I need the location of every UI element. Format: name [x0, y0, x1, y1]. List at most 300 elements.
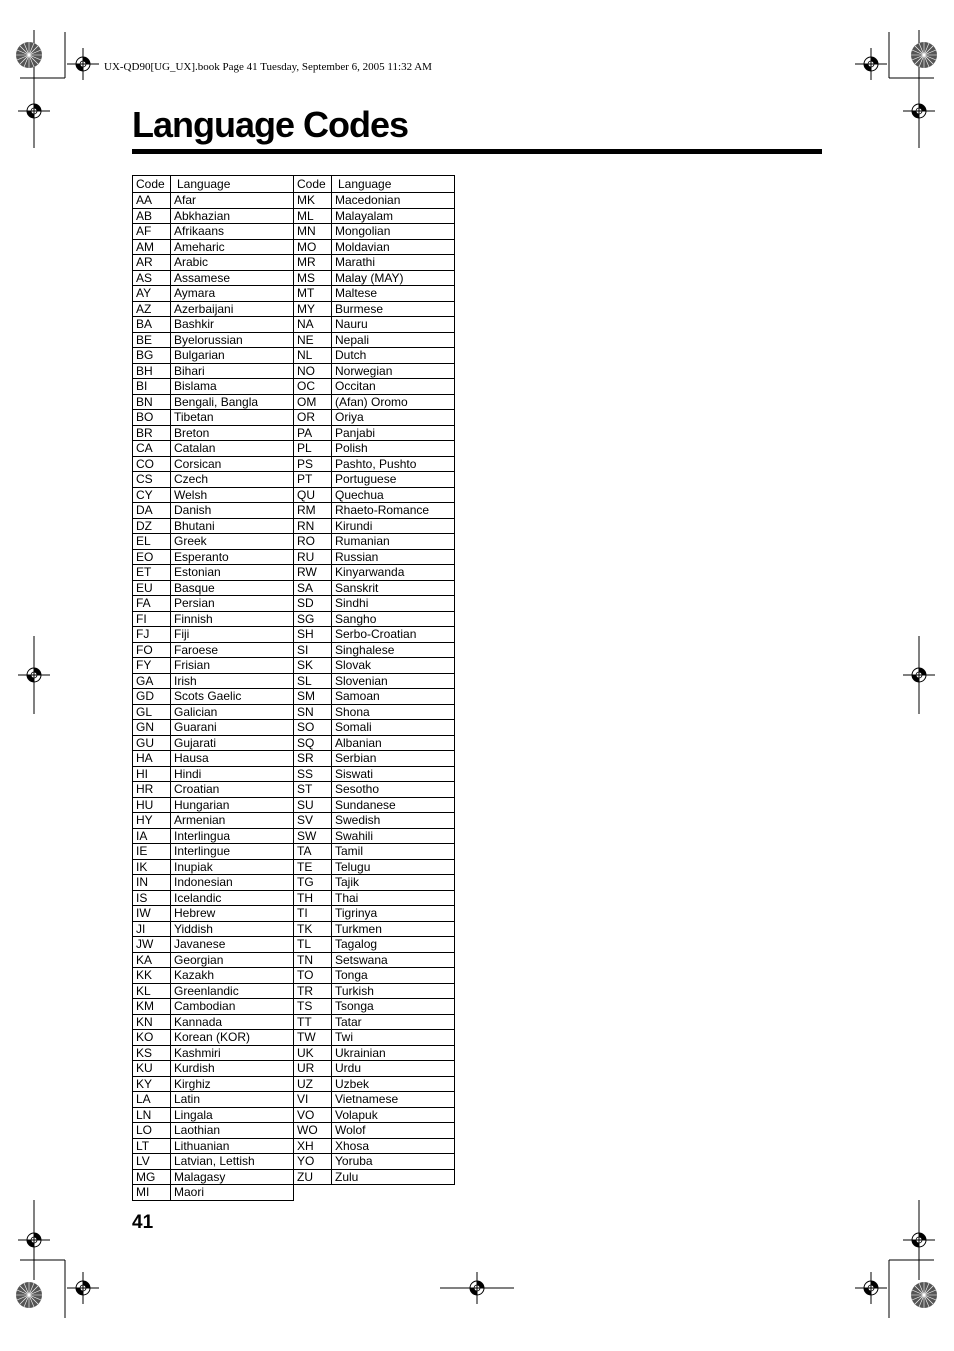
table-row	[133, 627, 294, 643]
table-row	[133, 255, 294, 271]
table-row	[294, 813, 455, 829]
language-code-cell: PS	[294, 456, 332, 472]
language-name-cell: Macedonian	[332, 193, 455, 209]
language-code-cell: SS	[294, 766, 332, 782]
language-name-cell: Byelorussian	[171, 332, 294, 348]
language-name-cell: Uzbek	[332, 1076, 455, 1092]
language-code-cell: KY	[133, 1076, 171, 1092]
language-code-cell: NL	[294, 348, 332, 364]
language-code-cell: FI	[133, 611, 171, 627]
language-code-cell: LO	[133, 1123, 171, 1139]
table-row	[133, 224, 294, 240]
table-row	[294, 735, 455, 751]
table-row	[133, 859, 294, 875]
table-row	[133, 968, 294, 984]
language-code-cell: CY	[133, 487, 171, 503]
language-code-cell: SO	[294, 720, 332, 736]
language-code-cell: GA	[133, 673, 171, 689]
language-code-cell: UK	[294, 1045, 332, 1061]
language-name-cell: Mongolian	[332, 224, 455, 240]
language-name-cell: Serbian	[332, 751, 455, 767]
language-name-cell: Hungarian	[171, 797, 294, 813]
language-code-cell: FA	[133, 596, 171, 612]
language-code-cell: SW	[294, 828, 332, 844]
table-row	[294, 1169, 455, 1185]
language-code-cell: OR	[294, 410, 332, 426]
table-row	[133, 875, 294, 891]
table-row	[294, 1107, 455, 1123]
language-name-cell: Polish	[332, 441, 455, 457]
language-name-cell: Tamil	[332, 844, 455, 860]
language-table-left	[132, 175, 294, 1201]
language-name-cell: Bulgarian	[171, 348, 294, 364]
table-row	[133, 332, 294, 348]
table-row	[133, 1030, 294, 1046]
language-name-cell: Interlingue	[171, 844, 294, 860]
language-name-cell: Korean (KOR)	[171, 1030, 294, 1046]
language-code-cell: WO	[294, 1123, 332, 1139]
language-code-cell: VI	[294, 1092, 332, 1108]
language-name-cell: Kurdish	[171, 1061, 294, 1077]
page-title: Language Codes	[132, 104, 409, 145]
table-row	[294, 720, 455, 736]
language-name-cell: Serbo-Croatian	[332, 627, 455, 643]
language-name-cell: Sesotho	[332, 782, 455, 798]
language-code-cell: RM	[294, 503, 332, 519]
language-name-cell: Frisian	[171, 658, 294, 674]
language-code-cell: EU	[133, 580, 171, 596]
table-row	[294, 348, 455, 364]
language-name-cell: Hebrew	[171, 906, 294, 922]
language-name-cell: Yoruba	[332, 1154, 455, 1170]
language-code-cell: CA	[133, 441, 171, 457]
language-code-cell: YO	[294, 1154, 332, 1170]
language-name-cell: Kashmiri	[171, 1045, 294, 1061]
language-name-cell: Aymara	[171, 286, 294, 302]
language-name-cell: (Afan) Oromo	[332, 394, 455, 410]
language-name-cell: Galician	[171, 704, 294, 720]
table-row	[133, 596, 294, 612]
language-name-cell: Nauru	[332, 317, 455, 333]
language-code-cell: KM	[133, 999, 171, 1015]
table-row	[133, 301, 294, 317]
table-row	[133, 890, 294, 906]
language-name-cell: Kirundi	[332, 518, 455, 534]
table-row	[294, 425, 455, 441]
table-row	[294, 301, 455, 317]
language-name-cell: Burmese	[332, 301, 455, 317]
language-name-cell: Malagasy	[171, 1169, 294, 1185]
language-name-cell: Setswana	[332, 952, 455, 968]
language-code-cell: UZ	[294, 1076, 332, 1092]
table-row	[133, 1092, 294, 1108]
table-row	[294, 875, 455, 891]
language-code-cell: UR	[294, 1061, 332, 1077]
table-row	[294, 1045, 455, 1061]
language-code-cell: OM	[294, 394, 332, 410]
table-row	[133, 472, 294, 488]
language-code-cell: MK	[294, 193, 332, 209]
table-row	[294, 1030, 455, 1046]
table-row	[133, 844, 294, 860]
table-row	[133, 782, 294, 798]
language-name-cell: Rumanian	[332, 534, 455, 550]
language-name-cell: Assamese	[171, 270, 294, 286]
table-row	[294, 1076, 455, 1092]
language-name-cell: Oriya	[332, 410, 455, 426]
language-name-cell: Fiji	[171, 627, 294, 643]
language-name-cell: Occitan	[332, 379, 455, 395]
language-code-cell: TH	[294, 890, 332, 906]
language-code-cell: GU	[133, 735, 171, 751]
language-code-cell: BR	[133, 425, 171, 441]
table-row	[133, 394, 294, 410]
language-code-cell: BH	[133, 363, 171, 379]
language-name-cell: Guarani	[171, 720, 294, 736]
table-row	[133, 1185, 294, 1201]
language-name-cell: Sindhi	[332, 596, 455, 612]
table-row	[133, 999, 294, 1015]
language-name-cell: Moldavian	[332, 239, 455, 255]
language-code-cell: TN	[294, 952, 332, 968]
language-name-cell: Sangho	[332, 611, 455, 627]
language-name-cell: Tonga	[332, 968, 455, 984]
language-code-cell: EO	[133, 549, 171, 565]
table-row	[294, 952, 455, 968]
language-code-cell: BI	[133, 379, 171, 395]
table-row	[133, 487, 294, 503]
language-code-cell: AM	[133, 239, 171, 255]
language-name-cell: Icelandic	[171, 890, 294, 906]
language-name-cell: Bhutani	[171, 518, 294, 534]
language-code-cell: AA	[133, 193, 171, 209]
language-code-cell: KS	[133, 1045, 171, 1061]
table-row	[294, 1123, 455, 1139]
table-row	[133, 813, 294, 829]
language-code-cell: AY	[133, 286, 171, 302]
language-code-cell: BG	[133, 348, 171, 364]
language-code-cell: TS	[294, 999, 332, 1015]
language-name-cell: Panjabi	[332, 425, 455, 441]
table-row	[294, 456, 455, 472]
table-row	[294, 968, 455, 984]
language-name-cell: Abkhazian	[171, 208, 294, 224]
language-name-cell: Singhalese	[332, 642, 455, 658]
table-row	[294, 797, 455, 813]
language-name-cell: Marathi	[332, 255, 455, 271]
language-code-cell: PL	[294, 441, 332, 457]
table-row	[294, 658, 455, 674]
language-code-cell: BN	[133, 394, 171, 410]
language-code-cell: TG	[294, 875, 332, 891]
language-name-cell: Slovenian	[332, 673, 455, 689]
language-name-cell: Arabic	[171, 255, 294, 271]
language-code-cell: BO	[133, 410, 171, 426]
table-row	[294, 1061, 455, 1077]
language-code-cell: KN	[133, 1014, 171, 1030]
table-row	[294, 921, 455, 937]
table-row	[294, 518, 455, 534]
language-code-cell: TA	[294, 844, 332, 860]
table-row	[294, 239, 455, 255]
table-row	[294, 193, 455, 209]
language-name-cell: Gujarati	[171, 735, 294, 751]
language-code-cell: OC	[294, 379, 332, 395]
language-name-cell: Thai	[332, 890, 455, 906]
language-code-cell: KU	[133, 1061, 171, 1077]
language-name-cell: Azerbaijani	[171, 301, 294, 317]
language-code-cell: TE	[294, 859, 332, 875]
language-code-cell: LA	[133, 1092, 171, 1108]
table-row	[133, 1045, 294, 1061]
language-name-cell: Ameharic	[171, 239, 294, 255]
table-row	[294, 999, 455, 1015]
language-name-cell: Bislama	[171, 379, 294, 395]
table-row	[133, 1154, 294, 1170]
language-code-cell: HR	[133, 782, 171, 798]
table-row	[133, 270, 294, 286]
language-code-cell: SL	[294, 673, 332, 689]
language-code-cell: MG	[133, 1169, 171, 1185]
table-row	[133, 673, 294, 689]
language-code-cell: TT	[294, 1014, 332, 1030]
table-row	[133, 363, 294, 379]
language-code-cell: BE	[133, 332, 171, 348]
table-row	[294, 1014, 455, 1030]
language-code-cell: BA	[133, 317, 171, 333]
language-code-cell: NO	[294, 363, 332, 379]
column-header-language: Language	[171, 176, 294, 193]
table-row	[133, 906, 294, 922]
language-name-cell: Latin	[171, 1092, 294, 1108]
table-row	[133, 580, 294, 596]
language-code-cell: AF	[133, 224, 171, 240]
language-code-cell: TO	[294, 968, 332, 984]
language-name-cell: Urdu	[332, 1061, 455, 1077]
language-name-cell: Kannada	[171, 1014, 294, 1030]
language-code-cell: MY	[294, 301, 332, 317]
table-row	[133, 456, 294, 472]
language-name-cell: Georgian	[171, 952, 294, 968]
language-code-cell: AZ	[133, 301, 171, 317]
table-row	[294, 596, 455, 612]
language-name-cell: Catalan	[171, 441, 294, 457]
language-name-cell: Latvian, Lettish	[171, 1154, 294, 1170]
language-code-cell: DA	[133, 503, 171, 519]
language-code-cell: GD	[133, 689, 171, 705]
language-code-cell: SG	[294, 611, 332, 627]
language-code-cell: MI	[133, 1185, 171, 1201]
language-name-cell: Tajik	[332, 875, 455, 891]
language-code-cell: IS	[133, 890, 171, 906]
language-code-cell: SK	[294, 658, 332, 674]
table-row	[294, 503, 455, 519]
table-row	[133, 1169, 294, 1185]
table-row	[294, 379, 455, 395]
language-code-cell: TK	[294, 921, 332, 937]
language-code-cell: SH	[294, 627, 332, 643]
table-row	[294, 627, 455, 643]
language-code-cell: GL	[133, 704, 171, 720]
language-code-cell: LN	[133, 1107, 171, 1123]
language-name-cell: Greek	[171, 534, 294, 550]
table-row	[294, 224, 455, 240]
language-code-cell: ML	[294, 208, 332, 224]
language-code-cell: MN	[294, 224, 332, 240]
language-code-cell: QU	[294, 487, 332, 503]
table-row	[133, 1138, 294, 1154]
language-name-cell: Russian	[332, 549, 455, 565]
table-row	[294, 983, 455, 999]
table-row	[133, 208, 294, 224]
language-name-cell: Maltese	[332, 286, 455, 302]
table-row	[294, 611, 455, 627]
column-header-language: Language	[332, 176, 455, 193]
table-row	[133, 534, 294, 550]
language-name-cell: Interlingua	[171, 828, 294, 844]
language-name-cell: Breton	[171, 425, 294, 441]
language-code-cell: CO	[133, 456, 171, 472]
table-row	[133, 348, 294, 364]
table-row	[294, 704, 455, 720]
language-code-cell: JI	[133, 921, 171, 937]
table-row	[294, 751, 455, 767]
table-row	[294, 487, 455, 503]
language-name-cell: Tagalog	[332, 937, 455, 953]
language-code-cell: ET	[133, 565, 171, 581]
language-name-cell: Ukrainian	[332, 1045, 455, 1061]
language-code-cell: RN	[294, 518, 332, 534]
page-number: 41	[132, 1212, 154, 1233]
language-name-cell: Norwegian	[332, 363, 455, 379]
language-name-cell: Malayalam	[332, 208, 455, 224]
table-row	[133, 286, 294, 302]
table-row	[294, 642, 455, 658]
language-name-cell: Inupiak	[171, 859, 294, 875]
table-row	[294, 394, 455, 410]
language-name-cell: Hindi	[171, 766, 294, 782]
language-code-cell: FY	[133, 658, 171, 674]
language-name-cell: Malay (MAY)	[332, 270, 455, 286]
language-code-cell: AB	[133, 208, 171, 224]
language-name-cell: Lithuanian	[171, 1138, 294, 1154]
table-row	[133, 689, 294, 705]
table-row	[133, 193, 294, 209]
language-code-cell: NA	[294, 317, 332, 333]
table-row	[294, 286, 455, 302]
language-name-cell: Shona	[332, 704, 455, 720]
language-code-cell: SA	[294, 580, 332, 596]
language-code-cell: SR	[294, 751, 332, 767]
language-name-cell: Volapuk	[332, 1107, 455, 1123]
language-name-cell: Sundanese	[332, 797, 455, 813]
language-name-cell: Bashkir	[171, 317, 294, 333]
language-name-cell: Zulu	[332, 1169, 455, 1185]
table-row	[294, 410, 455, 426]
table-row	[133, 549, 294, 565]
language-code-cell: HA	[133, 751, 171, 767]
table-row	[133, 1061, 294, 1077]
language-code-cell: TL	[294, 937, 332, 953]
language-code-cell: IN	[133, 875, 171, 891]
language-name-cell: Nepali	[332, 332, 455, 348]
language-code-cell: VO	[294, 1107, 332, 1123]
title-rule	[132, 149, 822, 154]
language-code-cell: PA	[294, 425, 332, 441]
language-code-cell: HU	[133, 797, 171, 813]
language-name-cell: Quechua	[332, 487, 455, 503]
language-code-cell: KL	[133, 983, 171, 999]
table-row	[294, 1092, 455, 1108]
language-name-cell: Tigrinya	[332, 906, 455, 922]
table-row	[133, 441, 294, 457]
table-row	[294, 937, 455, 953]
table-row	[133, 658, 294, 674]
column-header-code: Code	[294, 176, 332, 193]
table-row	[294, 363, 455, 379]
language-code-cell: IA	[133, 828, 171, 844]
language-code-cell: FJ	[133, 627, 171, 643]
table-row	[294, 782, 455, 798]
table-row	[294, 565, 455, 581]
table-row	[294, 317, 455, 333]
table-row	[133, 642, 294, 658]
table-row	[294, 534, 455, 550]
language-name-cell: Esperanto	[171, 549, 294, 565]
table-row	[294, 255, 455, 271]
table-row	[133, 425, 294, 441]
table-row	[294, 332, 455, 348]
language-code-cell: HY	[133, 813, 171, 829]
table-row	[294, 208, 455, 224]
table-row	[294, 673, 455, 689]
language-code-cell: SM	[294, 689, 332, 705]
table-row	[294, 580, 455, 596]
language-code-cell: SN	[294, 704, 332, 720]
language-code-cell: RU	[294, 549, 332, 565]
language-code-cell: PT	[294, 472, 332, 488]
language-name-cell: Faroese	[171, 642, 294, 658]
language-name-cell: Kazakh	[171, 968, 294, 984]
language-name-cell: Persian	[171, 596, 294, 612]
language-code-cell: SQ	[294, 735, 332, 751]
language-code-cell: NE	[294, 332, 332, 348]
language-code-cell: SV	[294, 813, 332, 829]
language-code-cell: KK	[133, 968, 171, 984]
language-name-cell: Samoan	[332, 689, 455, 705]
language-name-cell: Tatar	[332, 1014, 455, 1030]
language-code-cell: RW	[294, 565, 332, 581]
language-name-cell: Estonian	[171, 565, 294, 581]
language-code-cell: MT	[294, 286, 332, 302]
language-name-cell: Telugu	[332, 859, 455, 875]
language-name-cell: Somali	[332, 720, 455, 736]
language-name-cell: Hausa	[171, 751, 294, 767]
language-name-cell: Greenlandic	[171, 983, 294, 999]
language-code-cell: AS	[133, 270, 171, 286]
table-row	[133, 239, 294, 255]
language-name-cell: Corsican	[171, 456, 294, 472]
language-name-cell: Indonesian	[171, 875, 294, 891]
table-header-row	[133, 176, 294, 193]
table-row	[133, 828, 294, 844]
table-row	[294, 859, 455, 875]
table-row	[133, 797, 294, 813]
table-row	[294, 828, 455, 844]
language-code-cell: SU	[294, 797, 332, 813]
language-name-cell: Portuguese	[332, 472, 455, 488]
table-row	[133, 952, 294, 968]
